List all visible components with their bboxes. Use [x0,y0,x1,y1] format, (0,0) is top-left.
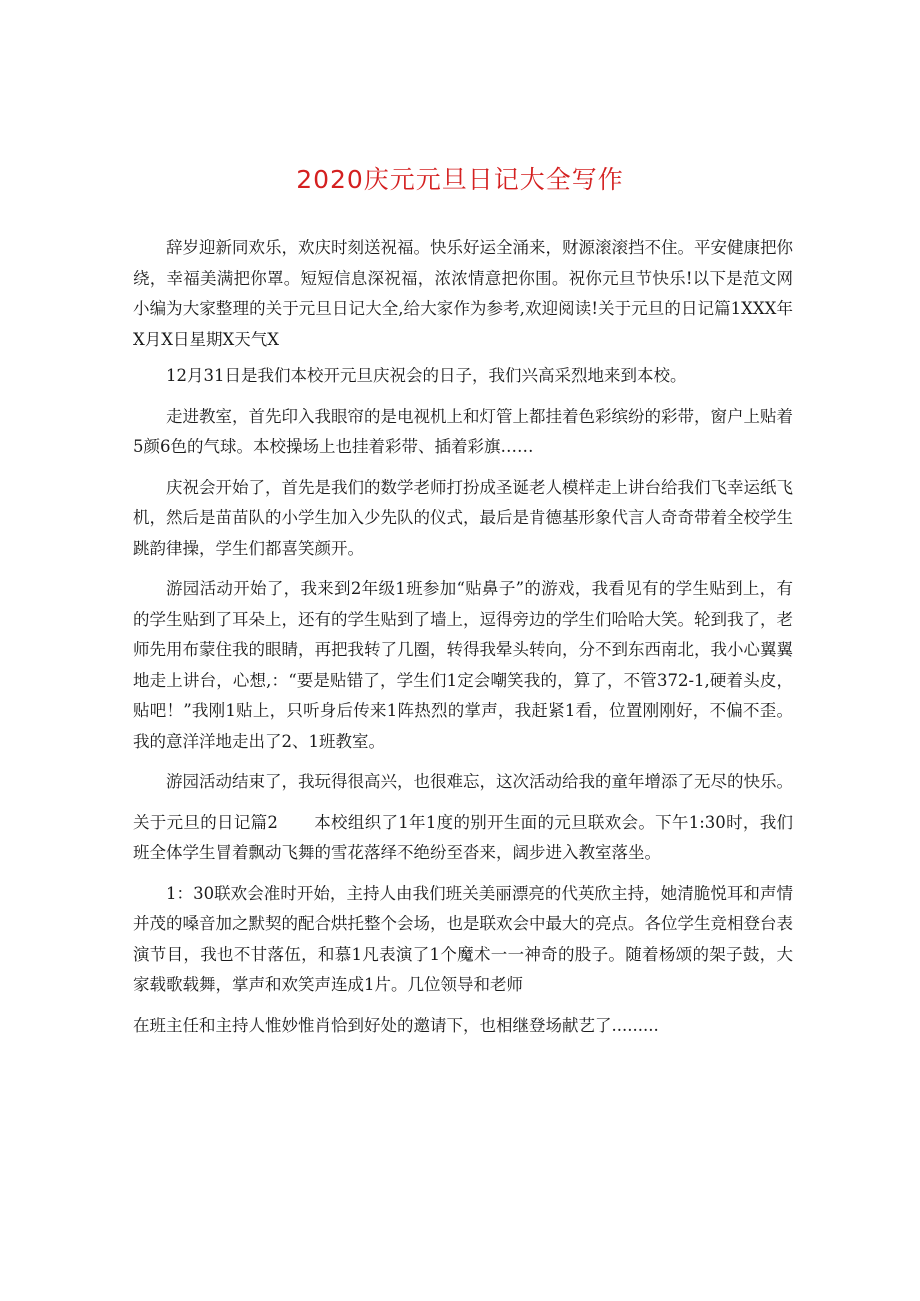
paragraph: 1：30联欢会准时开始，主持人由我们班关美丽漂亮的代英欣主持，她清脆悦耳和声情并茂的嗓音加之默契的配合烘托整个会场，也是联欢会中最大的亮点。各位学生竞相登台表演节目，我也不甘落伍，和慕1凡表演了1个魔术一一神奇的股子。随着杨颂的架子鼓，大家载歌载舞，掌声和欢笑声连成1片。几位领导和老师 [133,883,793,994]
paragraph: 游园活动开始了，我来到2年级1班参加“贴鼻子”的游戏，我看见有的学生贴到上，有的学生贴到了耳朵上，还有的学生贴到了墙上，逗得旁边的学生们哈哈大笑。轮到我了，老师先用布蒙住我的眼睛，再把我转了几圈，转得我晕头转向，分不到东西南北，我小心翼翼地走上讲台，心想,：“要是贴错了，学生们1定会嘲笑我的，算了，不管372-1,硬着头皮，贴吧！”我刚1贴上，只听身后传来1阵热烈的掌声，我赶紧1看，位置刚刚好，不偏不歪。我的意洋洋地走出了2、1班教室。 [133,579,793,751]
section-2-lead: 本校组织了1年1度的别开生面的元旦联欢会。下午1:30时，我们班全体学生冒着飘动飞舞的雪花落绎不绝纷至沓来，阔步进入教室落坐。 [133,812,793,862]
paragraph: 走进教室，首先印入我眼帘的是电视机上和灯管上都挂着色彩缤纷的彩带，窗户上贴着5颜6色的气球。本校操场上也挂着彩带、插着彩旗…… [133,406,793,456]
paragraph: 游园活动结束了，我玩得很高兴，也很难忘，这次活动给我的童年增添了无尽的快乐。 [166,772,793,791]
paragraph: 12月31日是我们本校开元旦庆祝会的日子，我们兴高采烈地来到本校。 [166,366,687,385]
section-2-intro [133,808,793,869]
paragraph: 庆祝会开始了，首先是我们的数学老师打扮成圣诞老人模样走上讲台给我们飞幸运纸飞机，然后是苗苗队的小学生加入少先队的仪式，最后是肯德基形象代言人奇奇带着全校学生跳韵律操，学生们都喜笑颜开。 [133,477,793,558]
section-2-heading: 关于元旦的日记篇2 [133,812,278,832]
paragraph-intro: 辞岁迎新同欢乐，欢庆时刻送祝福。快乐好运全涌来，财源滚滚挡不住。平安健康把你绕，幸福美满把你罩。短短信息深祝福，浓浓情意把你围。祝你元旦节快乐!以下是范文网小编为大家整理的关于元旦日记大全,给大家作为参考,欢迎阅读!关于元旦的日记篇1XXX年X月X日星期X天气X [133,238,793,349]
final-line: 在班主任和主持人惟妙惟肖恰到好处的邀请下，也相继登场献艺了......... [133,1015,659,1035]
document-body [133,233,793,1051]
document-title: 2020庆元元旦日记大全写作 [296,165,624,194]
